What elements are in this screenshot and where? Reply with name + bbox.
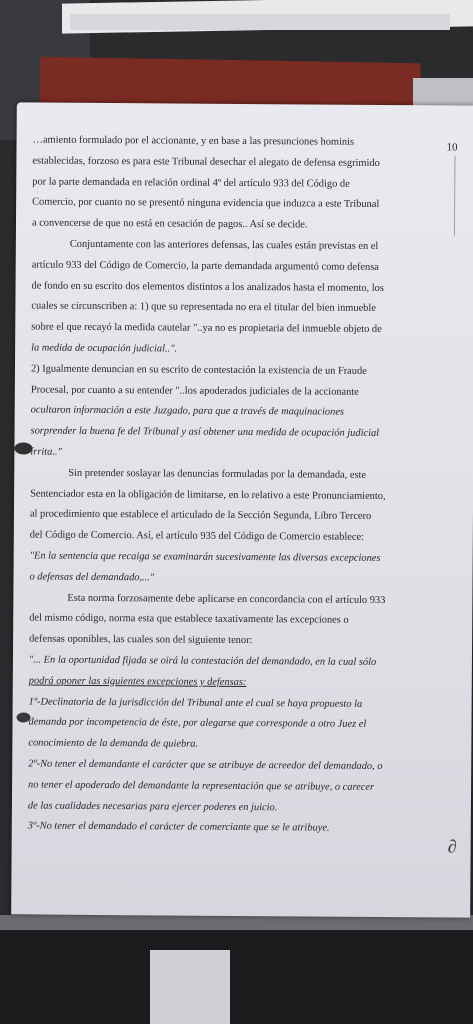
- text-line: 2º-No tener el demandante el carácter que se atribuye de acreedor del demandado, o: [28, 758, 383, 772]
- text-line: conocimiento de la demanda de quiebra.: [28, 737, 199, 750]
- text-line: "... En la oportunidad fijada se oirá la contestación del demandado, en la cual sólo: [28, 654, 377, 668]
- text-line: de las cualidades necesarias para ejercer poderes en juicio.: [27, 800, 278, 813]
- text-line: 1º-Declinatoria de la jurisdicción del Tribunal ante el cual se haya propuesto la: [28, 696, 363, 710]
- text-line: defensas oponibles, las cuales son del siguiente tenor:: [29, 633, 253, 647]
- text-line: del Código de Comercio. Así, el artículo 935 del Código de Comercio establece:: [29, 529, 365, 543]
- text-line: al procedimiento que establece el articulado de la Sección Segunda, Libro Tercero: [29, 508, 372, 523]
- text-line: por la parte demandada en relación ordinal 4º del artículo 933 del Código de: [32, 176, 350, 190]
- text-line: 2) Igualmente denuncian en su escrito de contestación la existencia de un Fraude: [30, 363, 367, 377]
- text-line: Esta norma forzosamente debe aplicarse en concordancia con el artículo 933: [67, 592, 386, 606]
- document-page: [11, 102, 473, 917]
- text-line: a convencerse de que no está en cesación de pagos.. Así se decide.: [31, 217, 308, 231]
- text-line: Sentenciador esta en la obligación de limitarse, en lo relativo a este Pronunciamiento,: [30, 488, 386, 502]
- pen-mark: ∂: [447, 836, 457, 857]
- text-line: del mismo código, norma esta que establece taxativamente las excepciones o: [29, 612, 349, 627]
- text-line: …amiento formulado por el accionante, y en base a las presunciones hominis: [32, 134, 355, 148]
- text-line: Comercio, por cuanto no se presentó ninguna evidencia que induzca a este Tribunal: [32, 196, 380, 211]
- text-line: ocultaron información a este Juzgado, para que a través de maquinaciones: [30, 404, 345, 419]
- text-line: cuales se circunscriben a: 1) que su representada no era el titular del bien inmueble: [31, 300, 376, 315]
- text-line: írrita..": [30, 446, 62, 458]
- text-line: sorprender la buena fe del Tribunal y así obtener una medida de ocupación judicial: [30, 425, 380, 440]
- text-line: 3º-No tener el demandado el carácter de comerciante que se le atribuye.: [27, 820, 330, 834]
- text-line: demanda por incompetencia de éste, por alegarse que corresponde a otro Juez el: [28, 716, 367, 731]
- text-line: la medida de ocupación judicial..".: [31, 342, 178, 355]
- text-line: Procesal, por cuanto a su entender "..los apoderados judiciales de la accionante: [30, 384, 359, 398]
- background-paper-strip: [70, 14, 450, 30]
- text-line: "En la sentencia que recaiga se examinarán sucesivamente las diversas excepciones: [29, 550, 381, 564]
- background-paper-bottom: [150, 950, 230, 1024]
- text-line: podrá oponer las siguientes excepciones y defensas:: [28, 675, 247, 688]
- text-line: sobre el que recayó la medida cautelar "..ya no es propietaria del inmueble objeto de: [31, 321, 382, 336]
- text-line: establecidas, forzoso es para este Tribunal desechar el alegato de defensa esgrimido: [32, 155, 380, 169]
- document-body: [28, 131, 458, 841]
- text-line: Conjuntamente con las anteriores defensas, las cuales están previstas en el: [69, 238, 379, 252]
- page-number: 10: [446, 141, 458, 154]
- background-table: [0, 930, 473, 1024]
- text-line: de fondo en su escrito dos elementos distintos a los analizados hasta el momento, los: [31, 280, 384, 294]
- text-line: artículo 933 del Código de Comercio, la parte demandada argumentó como defensa: [31, 259, 379, 273]
- text-line: no tener el apoderado del demandante la representación que se atribuye, o carecer: [28, 779, 375, 793]
- text-line: o defensas del demandado,...": [29, 571, 155, 584]
- text-line: Sin pretender soslayar las denuncias formuladas por la demandada, este: [68, 467, 367, 481]
